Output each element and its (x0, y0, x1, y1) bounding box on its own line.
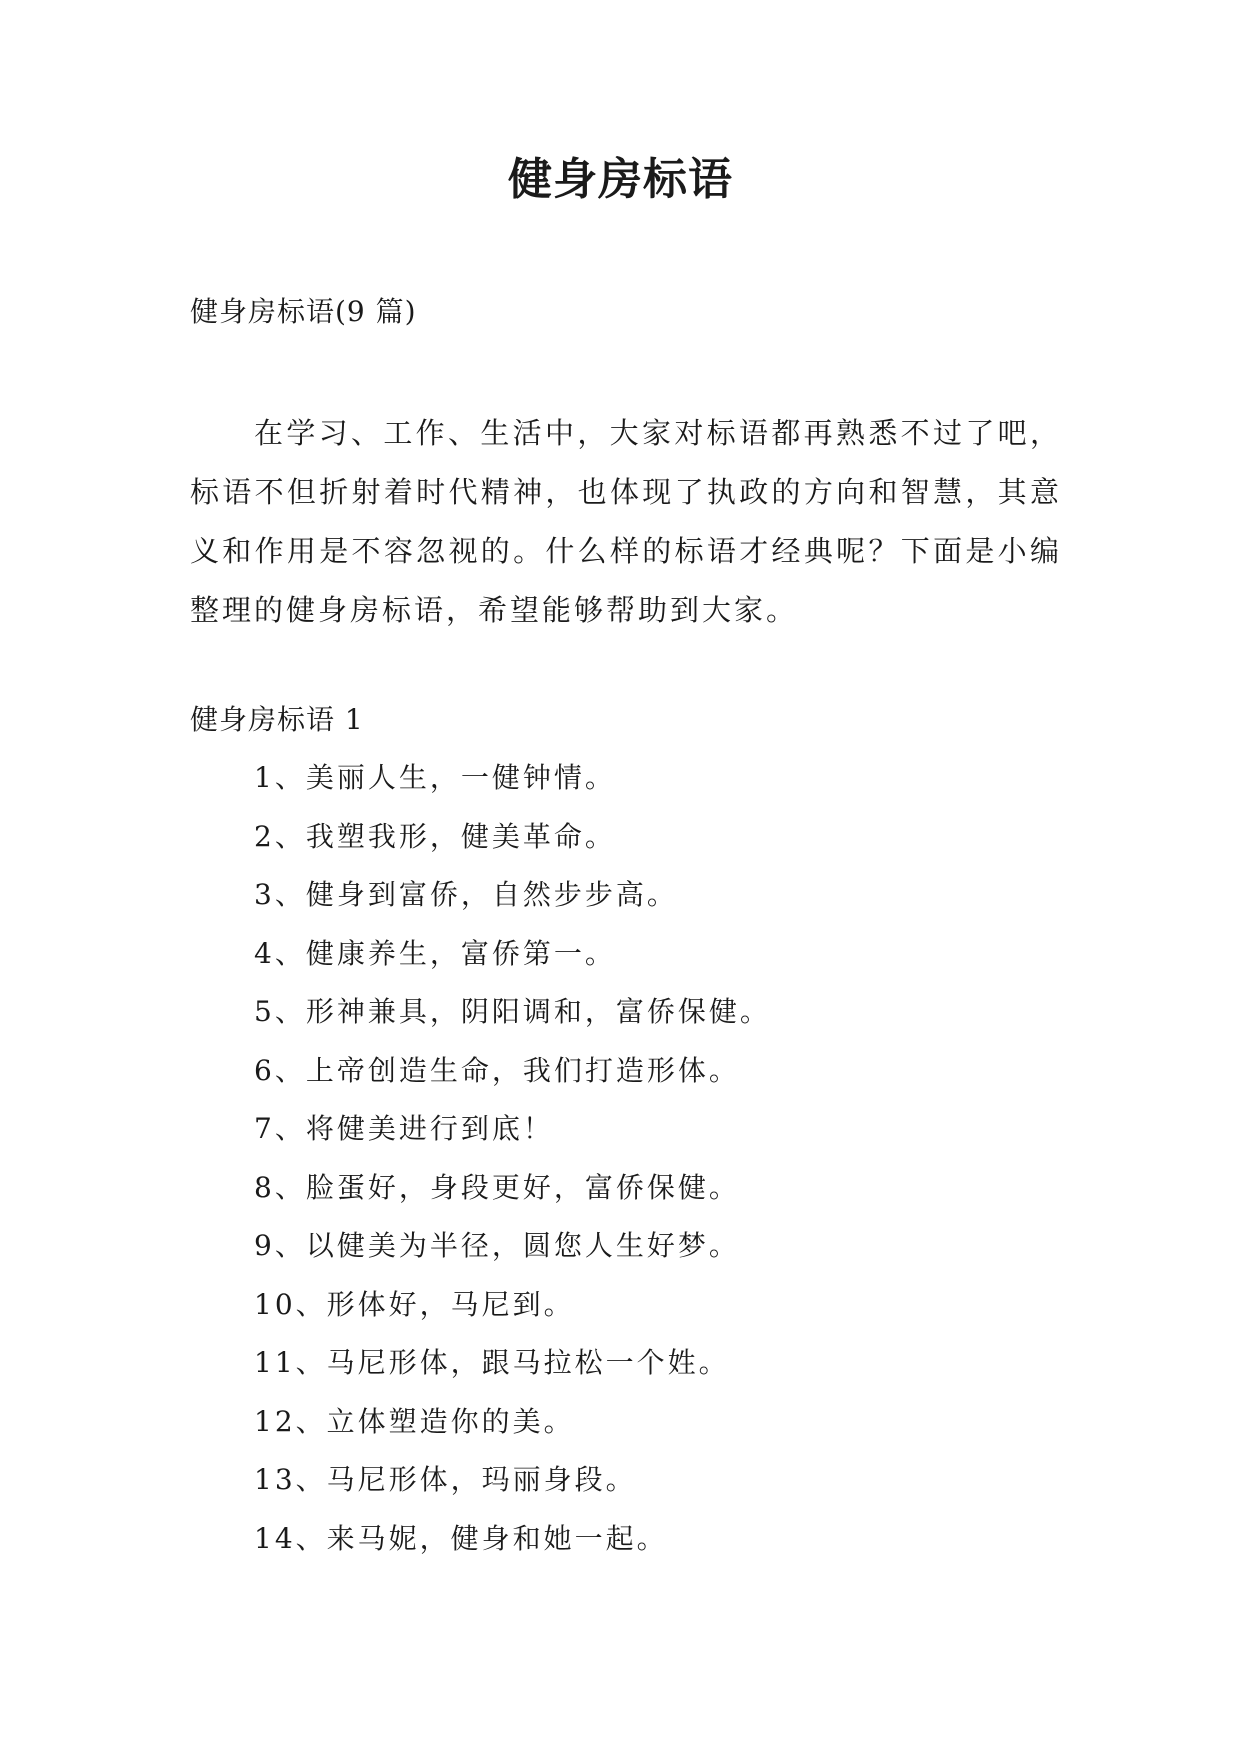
slogan-item: 4、健康养生，富侨第一。 (254, 936, 616, 970)
slogan-item: 11、马尼形体，跟马拉松一个姓。 (254, 1346, 730, 1379)
document-title: 健身房标语 (508, 154, 733, 205)
slogan-item: 13、马尼形体，玛丽身段。 (254, 1463, 637, 1496)
slogan-item: 10、形体好，马尼到。 (254, 1287, 575, 1321)
slogan-item: 1、美丽人生，一健钟情。 (254, 761, 616, 794)
slogan-item: 14、来马妮，健身和她一起。 (254, 1521, 668, 1555)
slogan-item: 8、脸蛋好，身段更好，富侨保健。 (254, 1170, 740, 1204)
document-subtitle: 健身房标语(9 篇) (190, 295, 417, 328)
intro-paragraph: 在学习、工作、生活中，大家对标语都再熟悉不过了吧，标语不但折射着时代精神，也体现了执政的方向和智慧，其意义和作用是不容忽视的。什么样的标语才经典呢？下面是小编整理的健身房标语，希望能够帮助到大家。 (190, 416, 1062, 627)
section-heading: 健身房标语 1 (190, 703, 364, 736)
slogan-item: 5、形神兼具，阴阳调和，富侨保健。 (254, 995, 771, 1028)
slogan-item: 7、将健美进行到底！ (254, 1112, 554, 1145)
slogan-item: 3、健身到富侨，自然步步高。 (254, 878, 678, 911)
slogan-item: 12、立体塑造你的美。 (254, 1404, 575, 1438)
slogan-item: 9、以健美为半径，圆您人生好梦。 (254, 1229, 740, 1262)
slogan-item: 6、上帝创造生命，我们打造形体。 (254, 1053, 740, 1087)
slogan-list (254, 758, 771, 1577)
slogan-item: 2、我塑我形，健美革命。 (254, 819, 616, 853)
